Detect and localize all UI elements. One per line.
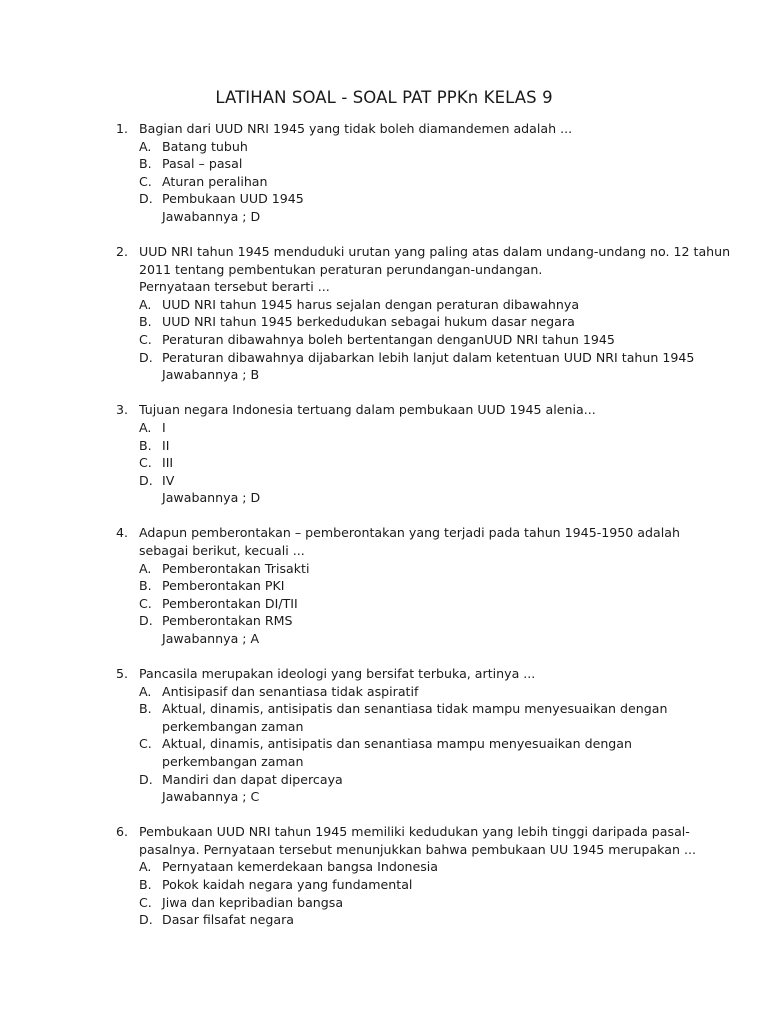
option-letter: D. xyxy=(139,771,153,787)
option-line xyxy=(0,296,768,314)
option-text: III xyxy=(162,455,174,471)
option-letter: B. xyxy=(139,156,152,172)
option-letter: B. xyxy=(139,578,152,594)
question-number: 1. xyxy=(116,121,129,136)
answer-text: Jawabannya ; D xyxy=(162,208,261,224)
answer-line xyxy=(0,788,768,806)
answer-line xyxy=(0,489,768,507)
question-line xyxy=(0,823,768,841)
option-letter: B. xyxy=(139,701,152,717)
option-line xyxy=(0,331,768,349)
option-line xyxy=(0,700,768,718)
option-line xyxy=(0,190,768,208)
answer-line xyxy=(0,366,768,384)
option-letter: B. xyxy=(139,437,152,453)
option-text: Pemberontakan Trisakti xyxy=(162,560,310,576)
question-line xyxy=(0,243,768,261)
option-text: Batang tubuh xyxy=(162,138,248,154)
question-text: sebagai berikut, kecuali ... xyxy=(139,542,305,558)
option-letter: C. xyxy=(139,455,152,471)
question-line xyxy=(0,841,768,859)
question-text: pasalnya. Pernyataan tersebut menunjukkan bahwa pembukaan UU 1945 merupakan ... xyxy=(139,841,696,857)
option-letter: A. xyxy=(139,859,152,875)
question-number: 5. xyxy=(116,666,129,682)
option-text: I xyxy=(162,419,166,435)
question-text: Pembukaan UUD NRI tahun 1945 memiliki kedudukan yang lebih tinggi daripada pasal- xyxy=(139,824,690,840)
answer-line xyxy=(0,208,768,226)
option-text: Aktual, dinamis, antisipatis dan senantiasa tidak mampu menyesuaikan dengan xyxy=(162,701,668,717)
option-line xyxy=(0,718,768,736)
option-letter: D. xyxy=(139,912,153,928)
answer-text: Jawabannya ; D xyxy=(162,490,261,506)
option-line xyxy=(0,735,768,753)
option-text: Pernyataan kemerdekaan bangsa Indonesia xyxy=(162,859,439,875)
option-text: Pemberontakan PKI xyxy=(162,578,285,594)
option-line xyxy=(0,349,768,367)
option-text: Pokok kaidah negara yang fundamental xyxy=(162,877,413,893)
option-letter: D. xyxy=(139,613,153,629)
option-line xyxy=(0,155,768,173)
option-letter: C. xyxy=(139,736,152,752)
answer-text: Jawabannya ; B xyxy=(162,367,260,383)
question-item xyxy=(0,823,768,929)
option-line xyxy=(0,472,768,490)
option-text: Mandiri dan dapat dipercaya xyxy=(162,771,343,787)
option-text: Pasal – pasal xyxy=(162,156,243,172)
question-item xyxy=(0,665,768,806)
question-list xyxy=(0,120,768,946)
option-line xyxy=(0,419,768,437)
option-line xyxy=(0,683,768,701)
option-line xyxy=(0,612,768,630)
answer-text: Jawabannya ; A xyxy=(162,630,260,646)
option-line xyxy=(0,437,768,455)
question-number: 6. xyxy=(116,824,129,840)
question-line xyxy=(0,120,768,138)
option-text: perkembangan zaman xyxy=(162,754,304,769)
option-text: Pembukaan UUD 1945 xyxy=(162,191,304,207)
question-line xyxy=(0,665,768,683)
option-letter: B. xyxy=(139,877,152,893)
answer-text: Jawabannya ; C xyxy=(162,789,260,805)
option-line xyxy=(0,771,768,789)
option-text: Pemberontakan RMS xyxy=(162,613,293,629)
option-letter: C. xyxy=(139,595,152,611)
question-line xyxy=(0,524,768,542)
option-text: Pemberontakan DI/TII xyxy=(162,595,298,611)
question-text: Tujuan negara Indonesia tertuang dalam pembukaan UUD 1945 alenia... xyxy=(139,402,596,418)
question-item xyxy=(0,401,768,507)
question-line xyxy=(0,278,768,296)
option-letter: A. xyxy=(139,560,152,576)
option-text: Aturan peralihan xyxy=(162,173,268,189)
question-text: Adapun pemberontakan – pemberontakan yang terjadi pada tahun 1945-1950 adalah xyxy=(139,525,680,541)
question-text: Pernyataan tersebut berarti ... xyxy=(139,279,330,295)
question-item xyxy=(0,524,768,647)
option-letter: A. xyxy=(139,296,152,312)
option-text: II xyxy=(162,437,170,453)
question-line xyxy=(0,542,768,560)
option-line xyxy=(0,138,768,156)
option-text: Aktual, dinamis, antisipatis dan senantiasa mampu menyesuaikan dengan xyxy=(162,736,632,752)
option-line xyxy=(0,876,768,894)
question-line xyxy=(0,261,768,279)
answer-line xyxy=(0,630,768,648)
option-text: Peraturan dibawahnya dijabarkan lebih lanjut dalam ketentuan UUD NRI tahun 1945 xyxy=(162,349,695,365)
question-number: 2. xyxy=(116,244,129,260)
option-letter: C. xyxy=(139,173,152,189)
option-letter: C. xyxy=(139,894,152,910)
option-text: Dasar filsafat negara xyxy=(162,912,295,928)
question-line xyxy=(0,401,768,419)
option-line xyxy=(0,577,768,595)
question-item xyxy=(0,243,768,384)
option-line xyxy=(0,560,768,578)
option-line xyxy=(0,753,768,771)
option-line xyxy=(0,858,768,876)
option-letter: D. xyxy=(139,472,153,488)
option-text: Peraturan dibawahnya boleh bertentangan denganUUD NRI tahun 1945 xyxy=(162,332,615,348)
option-letter: B. xyxy=(139,314,152,330)
option-text: Antisipasif dan senantiasa tidak aspiratif xyxy=(162,683,419,699)
option-line xyxy=(0,173,768,191)
document-title: LATIHAN SOAL - SOAL PAT PPKn KELAS 9 xyxy=(215,88,553,107)
option-text: Jiwa dan kepribadian bangsa xyxy=(162,894,344,910)
option-letter: C. xyxy=(139,332,152,348)
question-number: 3. xyxy=(116,402,129,418)
question-text: UUD NRI tahun 1945 menduduki urutan yang paling atas dalam undang-undang no. 12 tahun xyxy=(139,244,731,260)
option-text: UUD NRI tahun 1945 harus sejalan dengan peraturan dibawahnya xyxy=(162,296,580,312)
option-line xyxy=(0,894,768,912)
option-line xyxy=(0,595,768,613)
option-text: IV xyxy=(162,472,175,488)
option-text: perkembangan zaman xyxy=(162,718,304,734)
option-letter: A. xyxy=(139,138,152,154)
question-item xyxy=(0,120,768,226)
question-text: 2011 tentang pembentukan peraturan perundangan-undangan. xyxy=(139,261,543,277)
option-letter: D. xyxy=(139,191,153,207)
option-text: UUD NRI tahun 1945 berkedudukan sebagai hukum dasar negara xyxy=(162,314,575,330)
question-text: Pancasila merupakan ideologi yang bersifat terbuka, artinya ... xyxy=(139,666,536,682)
option-line xyxy=(0,911,768,929)
question-text: Bagian dari UUD NRI 1945 yang tidak boleh diamandemen adalah ... xyxy=(139,121,573,136)
question-number: 4. xyxy=(116,525,129,541)
option-letter: D. xyxy=(139,349,153,365)
option-letter: A. xyxy=(139,683,152,699)
option-line xyxy=(0,313,768,331)
option-line xyxy=(0,454,768,472)
option-letter: A. xyxy=(139,419,152,435)
